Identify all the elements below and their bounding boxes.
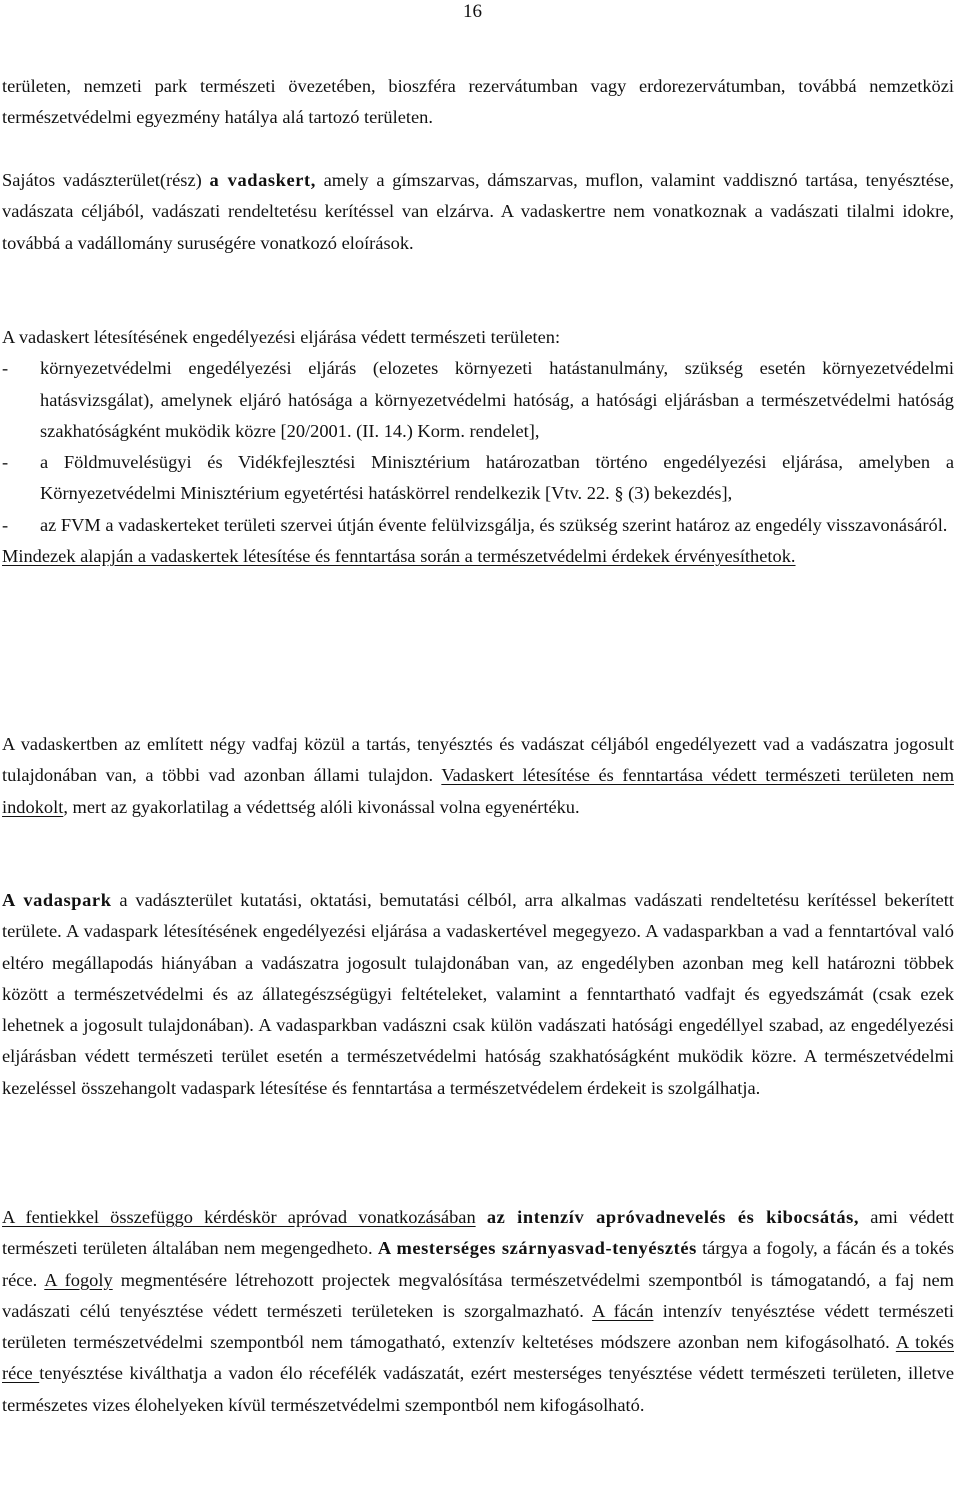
underlined-partridge: A fogoly — [44, 1269, 113, 1290]
paragraph-vadaskert-ownership — [2, 729, 954, 823]
paragraph-text: a vadászterület kutatási, oktatási, bemutatási célból, arra alkalmas vadászati rendeltetésu kerítéssel bekerített területe. A vadaspark létesítésének engedélyezési eljárása a vadaskertével megegyezo. A vadasparkban a vad a fenntartóval való eltéro megállapodás hiányában a vadászatra jogosult tulajdonában van, az engedélyben azonban meg kell határozni többek között a természetvédelmi és az állategészségügyi feltételeket, valamint a fenntartható vadfajt és egyedszámát (csak ezek lehetnek a jogosult tulajdonában). A vadasparkban vadászni csak külön vadászati hatósági engedéllyel szabad, az engedélyezési eljárásban védett természeti terület esetén a természetvédelmi hatóság szakhatóságként muködik közre. A természetvédelmi kezeléssel összehangolt vadaspark létesítése és fenntartása a természetvédelem érdekeit is szolgálhatja. — [2, 890, 954, 1098]
page-number: 16 — [463, 1, 482, 22]
term-vadaspark: A vadaspark — [2, 890, 112, 910]
paragraph-vadaskert-definition — [2, 165, 954, 259]
paragraph-text: ami védett természeti területen általában nem megengedheto. — [2, 1207, 954, 1259]
licensing-intro: A vadaskert létesítésének engedélyezési eljárása védett természeti területen: — [2, 327, 561, 347]
underlined-pheasant: A fácán — [592, 1300, 654, 1321]
underlined-statement: Vadaskert létesítése és fenntartása védett természeti területen nem indokolt — [2, 765, 954, 817]
licensing-procedure-list — [2, 353, 954, 541]
paragraph-text: tárgya a fogoly, a fácán és a tokés réce. — [2, 1238, 954, 1290]
paragraph-text: megmentésére létrehozott projectek megvalósítása természetvédelmi szempontból is támogatandó, a faj nem vadászati célú tenyésztése védett természeti területeken is szorgalmazható. — [2, 1269, 954, 1321]
section-vadaskert-licensing — [2, 322, 954, 572]
term-intensive-rearing: az intenzív apróvadnevelés és kibocsátás, — [486, 1207, 860, 1227]
list-item: - a Földmuvelésügyi és Vidékfejlesztési Minisztérium határozatban történo engedélyezési eljárása, amelyben a Környezetvédelmi Minisztérium egyetértési hatáskörrel rendelkezik [Vtv. 22. § (3) bekezdés], — [2, 447, 954, 510]
paragraph-text: intenzív tenyésztése védett természeti területen természetvédelmi szempontból nem támogatható, extenzív keltetéses módszere azonban nem kifogásolható. — [2, 1300, 955, 1353]
list-item: - környezetvédelmi engedélyezési eljárás (elozetes környezeti hatástanulmány, szükség esetén környezetvédelmi hatásvizsgálat), amelynek eljáró hatósága a környezetvédelmi hatóság, a hatósági eljárásban a természetvédelmi hatóság szakhatóságként muködik közre [20/2001. (II. 14.) Korm. rendelet], — [2, 353, 954, 447]
term-artificial-breeding: A mesterséges szárnyasvad-tenyésztés — [377, 1238, 697, 1259]
paragraph-text: területen, nemzeti park természeti övezetében, bioszféra rezervátumban vagy erdorezervátumban, továbbá nemzetközi természetvédelmi egyezmény hatálya alá tartozó területen. — [2, 76, 954, 128]
underlined-topic: A fentiekkel összefüggo kérdéskör apróvad vonatkozásában — [2, 1207, 476, 1227]
paragraph-vadaspark — [2, 885, 954, 1104]
paragraph-small-game — [2, 1202, 954, 1421]
paragraph-text: Sajátos vadászterület(rész) — [2, 170, 210, 190]
paragraph-protected-area-context — [2, 71, 954, 134]
paragraph-text: A vadaskertben az említett négy vadfaj közül a tartás, tenyésztés és vadászat céljából engedélyezett vad a vadászatra jogosult tulajdonában van, a többi vad azonban állami tulajdon. — [2, 734, 954, 786]
paragraph-text: tenyésztése kiválthatja a vadon élo récefélék vadászatát, ezért mesterséges tenyésztése védett természeti területen, illetve természetes vizes élohelyeken kívül természetvédelmi szempontból nem kifogásolható. — [2, 1363, 954, 1415]
paragraph-text: amely a gímszarvas, dámszarvas, muflon, valamint vaddisznó tartása, tenyésztése, vadászata céljából, vadászati rendeltetésu kerítéssel van elzárva. A vadaskertre nem vonatkoznak a vadászati tilalmi idokre, továbbá a vadállomány suruségére vonatkozó eloírások. — [2, 170, 954, 253]
licensing-conclusion: Mindezek alapján a vadaskertek létesítése és fenntartása során a természetvédelmi érdekek érvényesíthetok. — [2, 546, 796, 567]
paragraph-text — [476, 1207, 487, 1227]
paragraph-text: , mert az gyakorlatilag a védettség alóli kivonással volna egyenértéku. — [63, 796, 580, 817]
list-item: - az FVM a vadaskerteket területi szervei útján évente felülvizsgálja, és szükség szerint határoz az engedély visszavonásáról. — [2, 510, 954, 541]
term-vadaskert: a vadaskert, — [209, 170, 316, 190]
underlined-mallard: A tokés réce — [2, 1332, 954, 1384]
